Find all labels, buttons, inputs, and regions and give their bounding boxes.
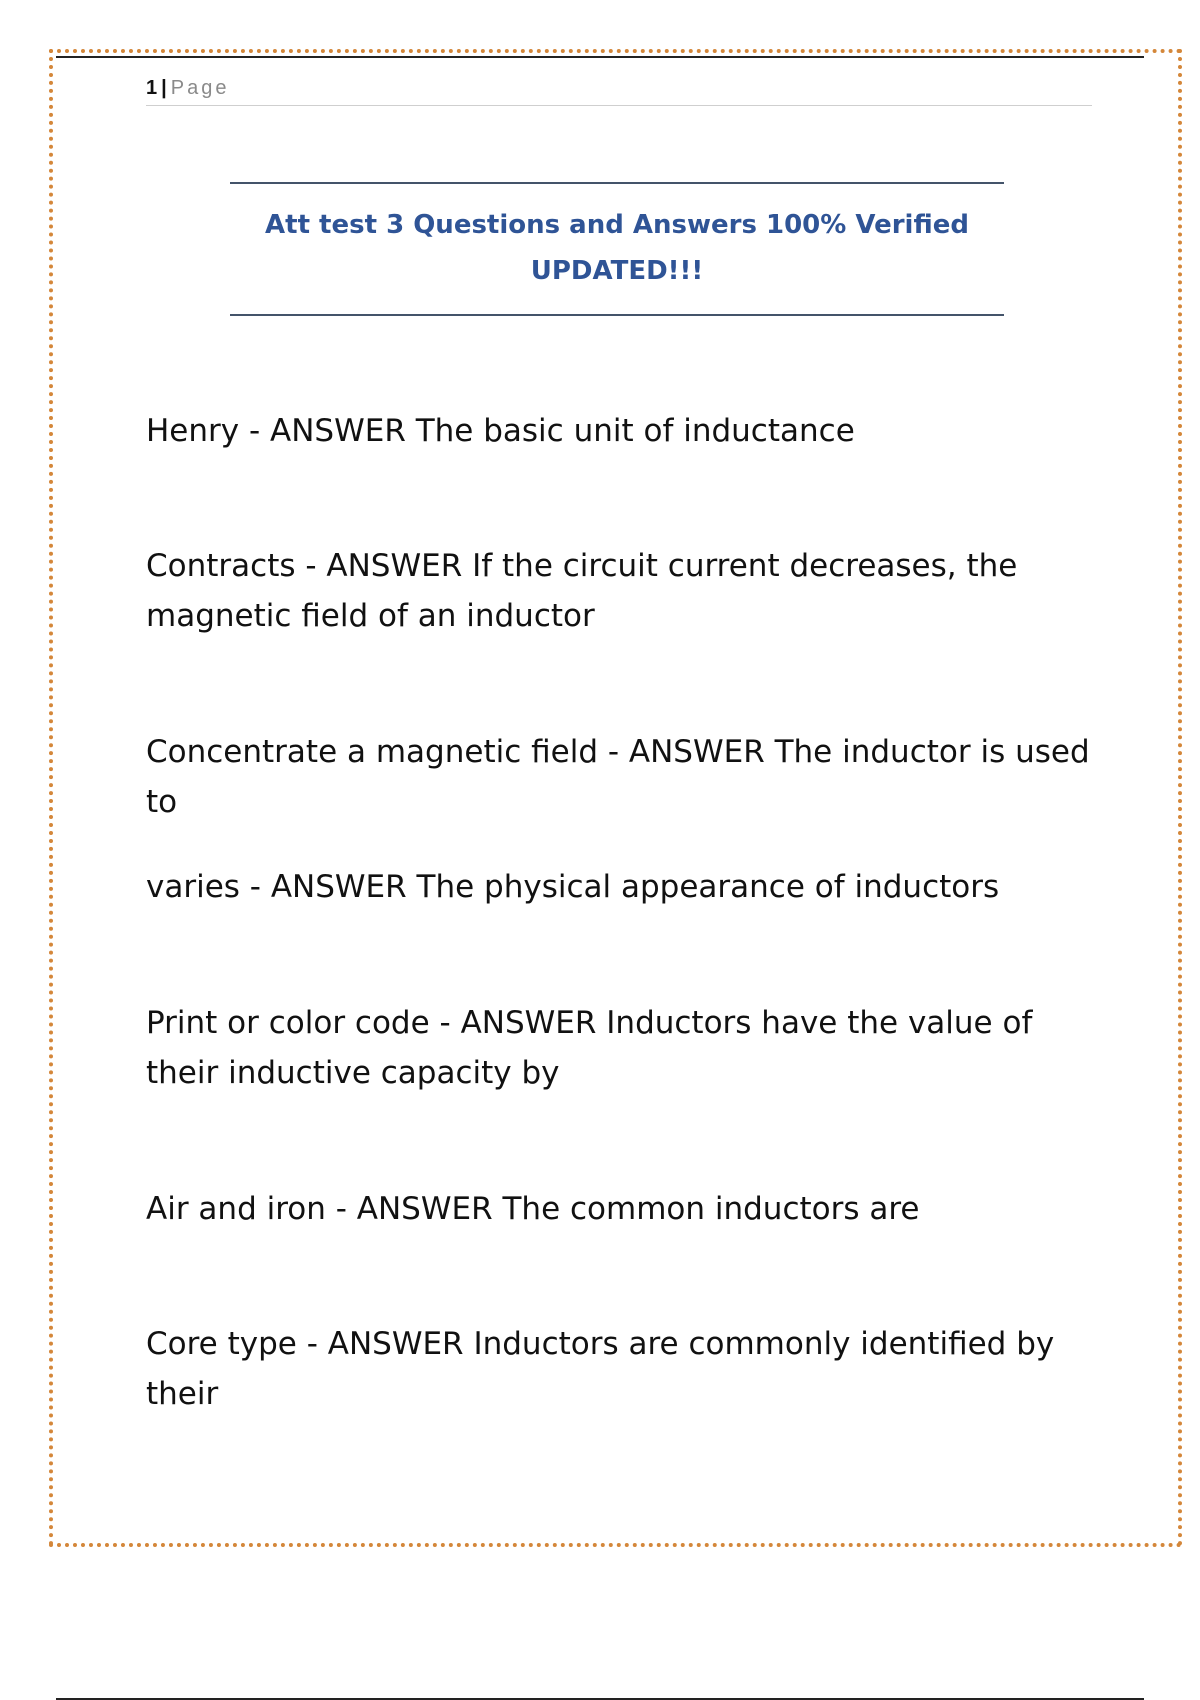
qa-entry: Air and iron - ANSWER The common inductors are [146,1191,920,1227]
page-header [146,74,1092,106]
top-rule [56,56,1144,58]
page-number: 1 [146,77,158,99]
qa-entry: varies - ANSWER The physical appearance of inductors [146,869,1000,905]
qa-entry: Print or color code - ANSWER Inductors have the value of their inductive capacity by [146,1005,1033,1091]
qa-entry: Core type - ANSWER Inductors are commonly identified by their [146,1326,1055,1412]
qa-entry: Henry - ANSWER The basic unit of inductance [146,413,855,449]
qa-entry: Concentrate a magnetic field - ANSWER The inductor is used to [146,734,1090,820]
title-block [230,182,1004,316]
page-label: Page [170,77,230,99]
page-separator: | [161,77,167,99]
document-title: Att test 3 Questions and Answers 100% Verified UPDATED!!! [265,210,969,286]
qa-entry: Contracts - ANSWER If the circuit current decreases, the magnetic field of an inductor [146,548,1018,634]
